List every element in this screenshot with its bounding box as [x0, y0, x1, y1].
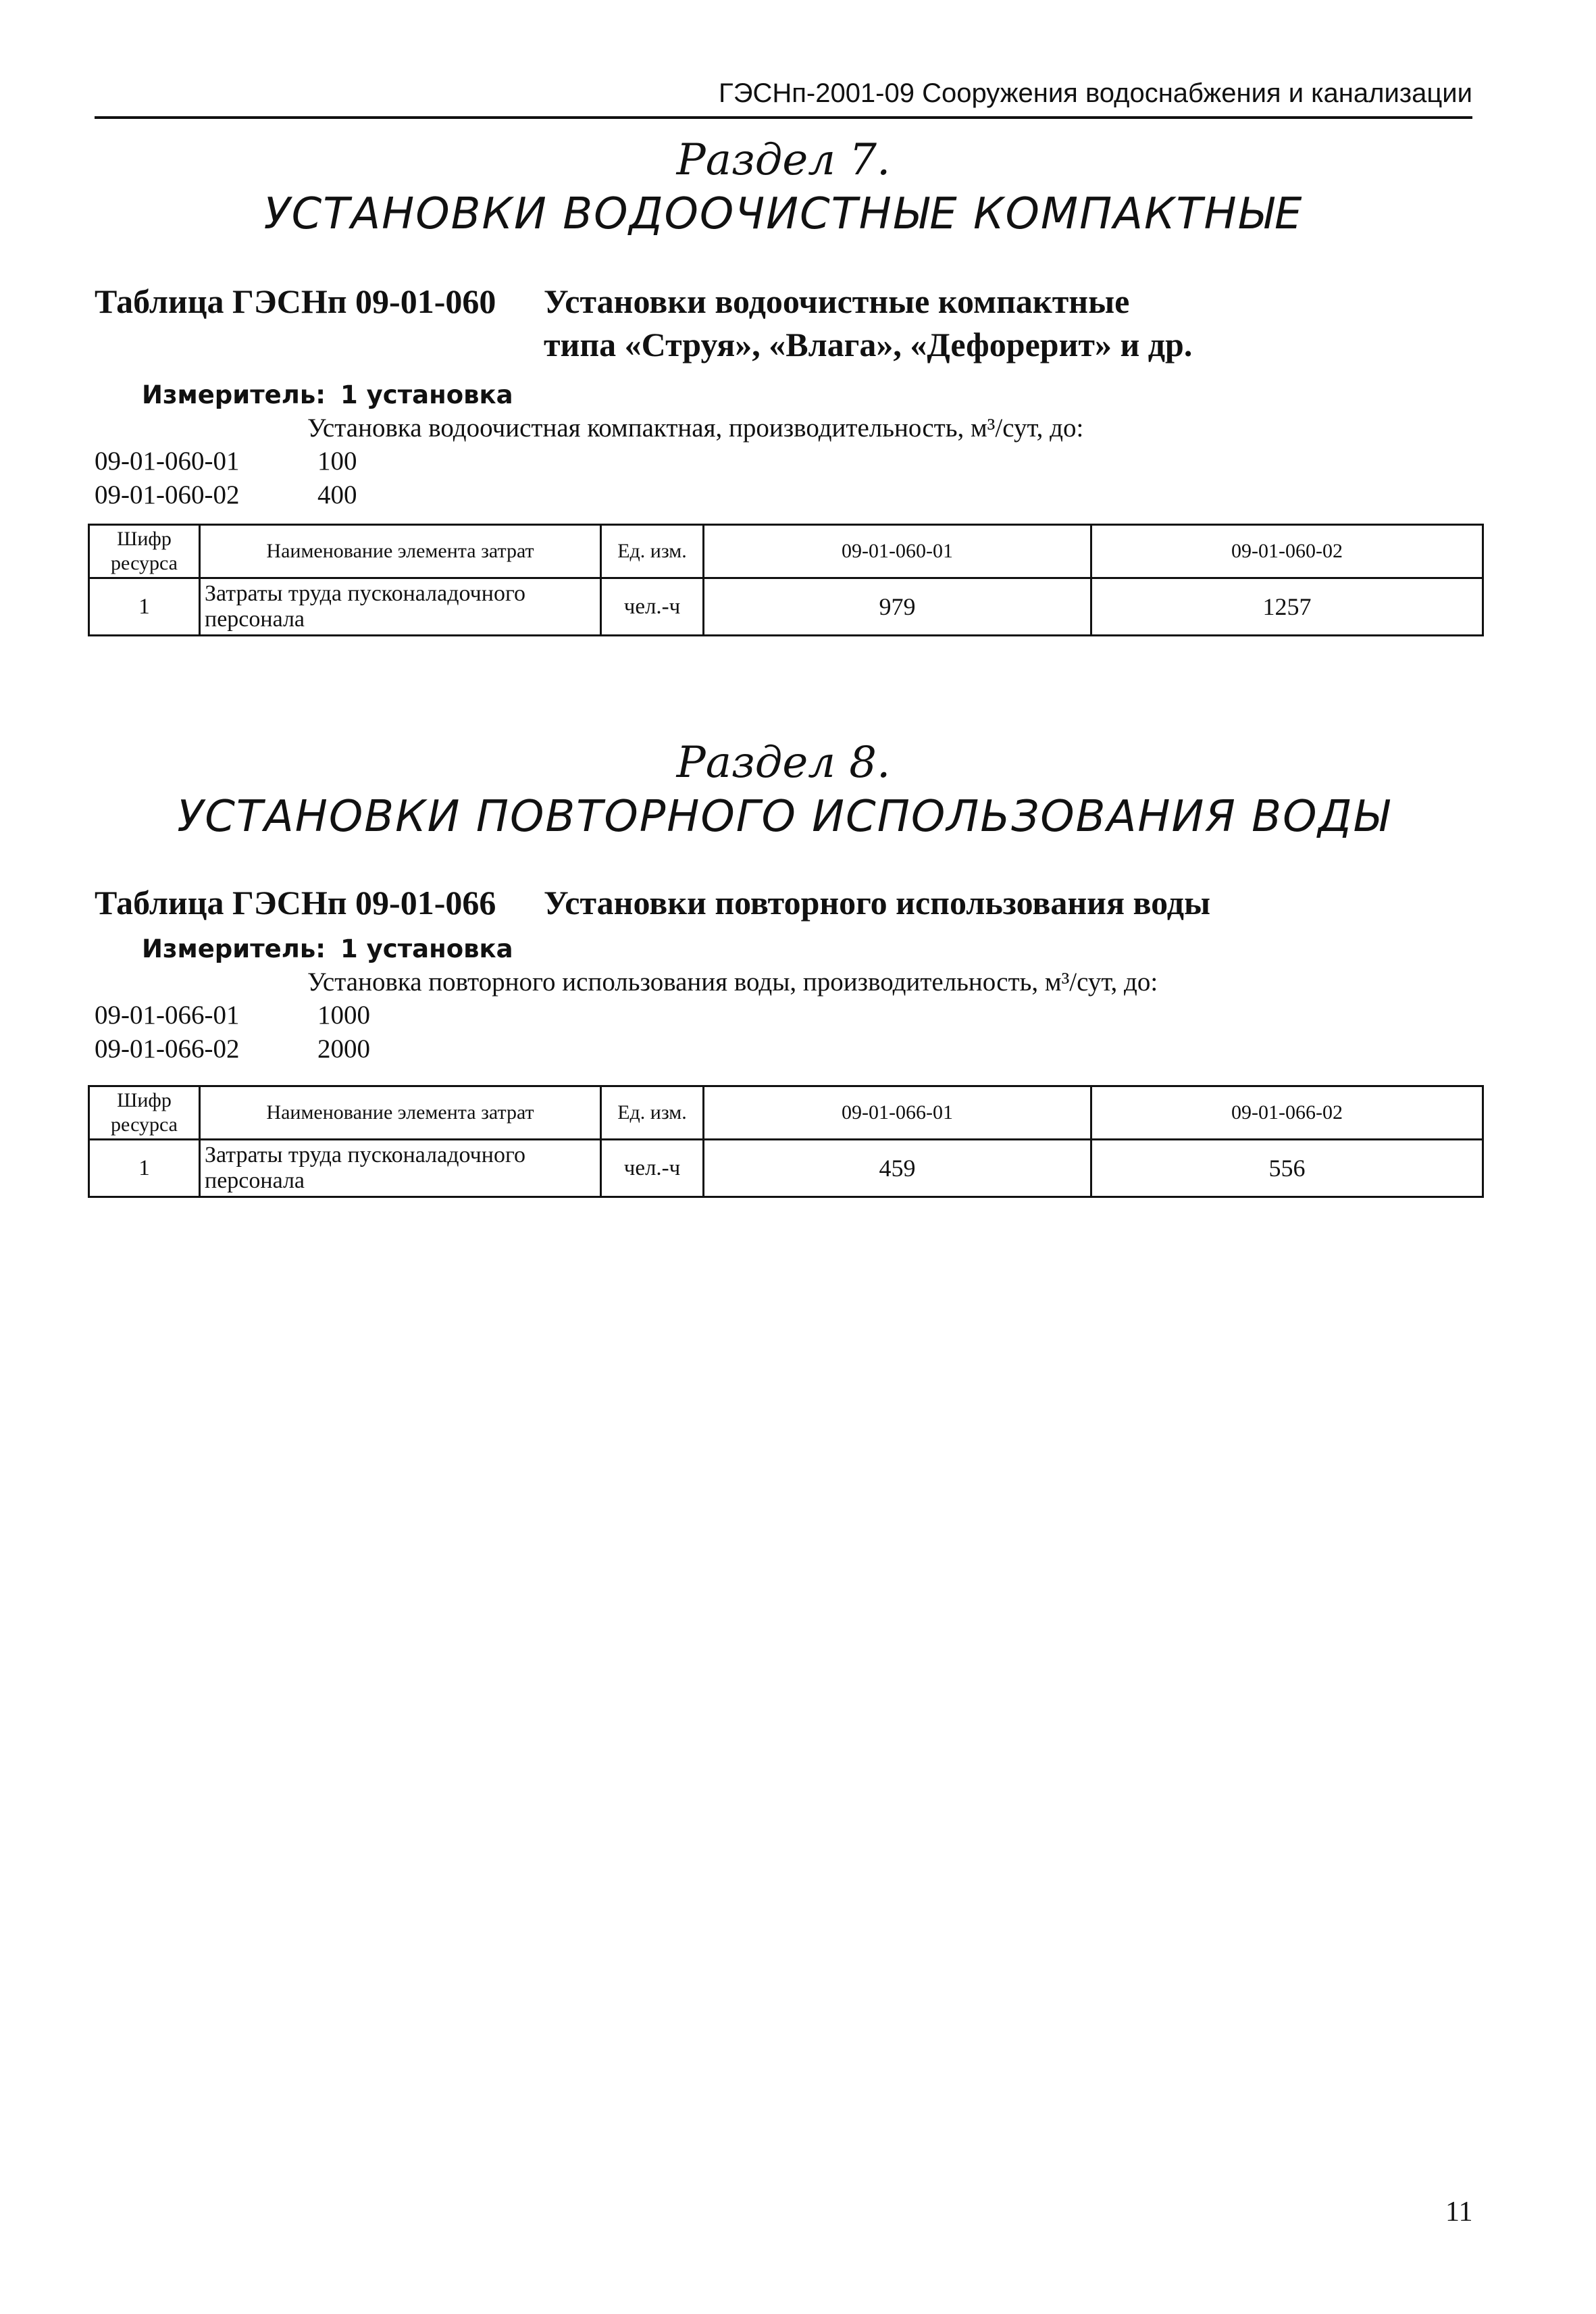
- header-resource-code: Шифр ресурса: [89, 1086, 200, 1140]
- measure-value: 1 установка: [340, 934, 513, 963]
- norm-code: 09-01-066-01: [95, 1001, 240, 1030]
- measure-line: [142, 932, 1472, 966]
- section-label: Раздел 7.: [676, 135, 891, 185]
- table-header-row: [89, 1086, 1483, 1140]
- measure-label: Измеритель:: [142, 934, 326, 963]
- measure-value: 1 установка: [340, 380, 513, 409]
- header-norm-2: 09-01-066-02: [1091, 1086, 1483, 1140]
- header-unit: Ед. изм.: [601, 525, 704, 578]
- norm-capacity: 2000: [317, 1034, 370, 1063]
- norm-capacity: 1000: [317, 1001, 370, 1030]
- norm-capacity: 100: [317, 447, 357, 476]
- norm-capacity: 400: [317, 480, 357, 509]
- code-row: [95, 1032, 1472, 1066]
- cost-table-066: [88, 1085, 1484, 1198]
- measure-line: [142, 378, 1472, 412]
- section-8: [95, 736, 1472, 1066]
- measure-label: Измеритель:: [142, 380, 326, 409]
- header-norm-1: 09-01-066-01: [704, 1086, 1091, 1140]
- description: Установка водоочистная компактная, производительность, м³/сут, до:: [307, 413, 1084, 443]
- cell-norm-2: 1257: [1091, 578, 1483, 636]
- page-number: 11: [1445, 2196, 1473, 2228]
- table-row: [89, 578, 1483, 636]
- table-header-row: [89, 525, 1483, 578]
- table-heading: [95, 881, 1472, 928]
- table-row: [89, 1140, 1483, 1197]
- code-row: [95, 999, 1472, 1032]
- header-norm-1: 09-01-060-01: [704, 525, 1091, 578]
- cell-resource-code: 1: [89, 578, 200, 636]
- cell-norm-1: 459: [704, 1140, 1091, 1197]
- table-number: Таблица ГЭСНп 09-01-060: [95, 282, 496, 320]
- cell-unit: чел.-ч: [601, 1140, 704, 1197]
- cost-table-060: [88, 524, 1484, 636]
- cell-norm-2: 556: [1091, 1140, 1483, 1197]
- section-label: Раздел 8.: [676, 738, 891, 788]
- table-name-line-2: типа «Струя», «Влага», «Дефорерит» и др.: [544, 326, 1193, 363]
- table-name: [544, 881, 1476, 924]
- table-heading: [95, 280, 1472, 374]
- header-resource-code: Шифр ресурса: [89, 525, 200, 578]
- description: Установка повторного использования воды, производительность, м³/сут, до:: [307, 967, 1158, 997]
- cell-cost-element: Затраты труда пусконаладочного персонала: [200, 1140, 601, 1197]
- cell-cost-element: Затраты труда пусконаладочного персонала: [200, 578, 601, 636]
- cell-resource-code: 1: [89, 1140, 200, 1197]
- cell-unit: чел.-ч: [601, 578, 704, 636]
- cell-norm-1: 979: [704, 578, 1091, 636]
- norm-code: 09-01-066-02: [95, 1034, 240, 1063]
- header-cost-element: Наименование элемента затрат: [200, 525, 601, 578]
- running-header: ГЭСНп-2001-09 Сооружения водоснабжения и канализации: [95, 74, 1472, 119]
- header-unit: Ед. изм.: [601, 1086, 704, 1140]
- table-name: [544, 280, 1476, 366]
- header-norm-2: 09-01-060-02: [1091, 525, 1483, 578]
- section-7: [95, 134, 1472, 512]
- section-title: УСТАНОВКИ ВОДООЧИСТНЫЕ КОМПАКТНЫЕ: [263, 189, 1304, 239]
- section-title: УСТАНОВКИ ПОВТОРНОГО ИСПОЛЬЗОВАНИЯ ВОДЫ: [177, 792, 1390, 842]
- header-cost-element: Наименование элемента затрат: [200, 1086, 601, 1140]
- norm-code: 09-01-060-01: [95, 447, 240, 476]
- table-name-line-1: Установки водоочистные компактные: [544, 282, 1130, 320]
- table-name-line-1: Установки повторного использования воды: [544, 884, 1211, 922]
- code-row: [95, 445, 1472, 478]
- code-row: [95, 478, 1472, 512]
- norm-code: 09-01-060-02: [95, 480, 240, 509]
- table-number: Таблица ГЭСНп 09-01-066: [95, 884, 496, 922]
